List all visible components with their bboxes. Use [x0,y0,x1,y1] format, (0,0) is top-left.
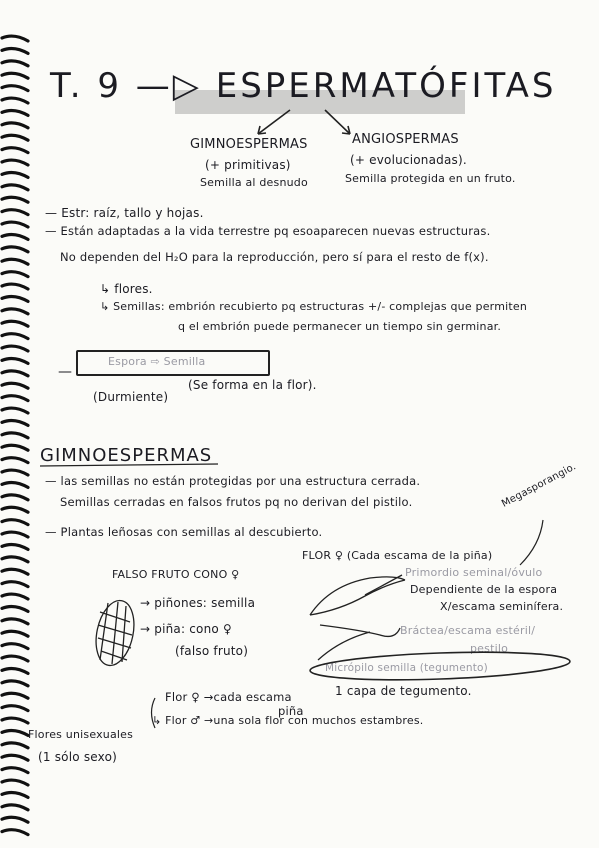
spiral-ring [2,718,28,723]
spiral-ring [2,582,28,587]
pine-cone-drawing [91,597,140,669]
spiral-ring [2,482,28,487]
spiral-ring [2,668,28,673]
spiral-ring [2,743,28,748]
dash-mark: — [58,364,73,380]
spiral-ring [2,433,28,438]
falso-fruto-paren: (falso fruto) [175,644,249,658]
spiral-ring [2,61,28,66]
angio-top-line1: (+ evolucionadas). [350,153,467,167]
spiral-ring [2,334,28,339]
spiral-ring [2,160,28,165]
seed-scale-drawing [310,575,405,660]
angio-top-line2: Semilla protegida en un fruto. [345,172,516,185]
spiral-ring [2,247,28,252]
sub-semillas: ↳ Semillas: embrión recubierto pq estructuras +/- complejas que permiten [100,300,528,313]
spiral-ring [2,706,28,711]
pestilo-label: pestilo [470,642,509,655]
spiral-ring [2,792,28,797]
spiral-ring [2,358,28,363]
gimno-top-name: GIMNOESPERMAS [190,137,308,152]
spiral-ring [2,36,28,41]
spiral-ring [2,520,28,525]
spiral-ring [2,780,28,785]
sub-embrion: q el embrión puede permanecer un tiempo sin germinar. [178,320,502,333]
spiral-ring [2,222,28,227]
spiral-ring [2,594,28,599]
faded-box [76,350,270,376]
spiral-ring [2,172,28,177]
capa-label: 1 capa de tegumento. [335,684,472,698]
gimno-top-line1: (+ primitivas) [205,158,291,172]
spiral-ring [2,693,28,698]
spiral-ring [2,830,28,835]
spiral-ring [2,569,28,574]
spiral-ring [2,458,28,463]
spiral-ring [2,383,28,388]
flor-masc-note: ↳ Flor ♂ →una sola flor con muchos estambres. [152,714,424,727]
spiral-ring [2,98,28,103]
spiral-ring [2,48,28,53]
spiral-ring [2,110,28,115]
angio-top-name: ANGIOSPERMAS [352,132,459,147]
spiral-ring [2,507,28,512]
spiral-ring [2,309,28,314]
spiral-ring [2,495,28,500]
bullet-water: No dependen del H₂O para la reproducción, pero sí para el resto de f(x). [60,250,489,264]
gimno-heading: GIMNOESPERMAS [40,445,213,466]
spiral-ring [2,817,28,822]
pinones-label: → piñones: semilla [140,596,256,610]
spiral-ring [2,681,28,686]
spiral-ring [2,346,28,351]
falso-fruto-label: FALSO FRUTO CONO ♀ [112,568,240,581]
spiral-ring [2,631,28,636]
dependiente-label: Dependiente de la espora [410,583,558,596]
spiral-binding [0,0,40,848]
gimno-line3: — Plantas leñosas con semillas al descubierto. [45,525,323,539]
side-note: Megasporangio. [500,461,579,510]
spiral-ring [2,73,28,78]
spiral-ring [2,420,28,425]
spiral-ring [2,619,28,624]
spiral-ring [2,135,28,140]
spiral-ring [2,606,28,611]
spiral-ring [2,197,28,202]
spiral-ring [2,123,28,128]
oval-text: Micrópilo semilla (tegumento) [325,662,488,674]
spiral-ring [2,805,28,810]
spiral-ring [2,371,28,376]
spiral-ring [2,644,28,649]
spiral-ring [2,86,28,91]
spiral-ring [2,730,28,735]
flor-fem-label: FLOR ♀ (Cada escama de la piña) [302,549,493,562]
spiral-ring [2,408,28,413]
spiral-ring [2,470,28,475]
latent-note: (Durmiente) [93,390,169,404]
spiral-ring [2,148,28,153]
spiral-ring [2,755,28,760]
spiral-ring [2,396,28,401]
escama-label: X/escama seminífera. [440,600,564,613]
spiral-ring [2,259,28,264]
spiral-ring [2,272,28,277]
primordio-label: Primordio seminal/óvulo [405,566,543,579]
sub-flores: ↳ flores. [100,282,153,296]
bullet-adapted: — Están adaptadas a la vida terrestre pq esoaparecen nuevas estructuras. [45,224,491,238]
flower-note: (Se forma en la flor). [188,378,317,392]
pina-label: → piña: cono ♀ [140,622,232,636]
spiral-ring [2,768,28,773]
page-title: T. 9 —▷ ESPERMATÓFITAS [50,66,557,106]
gimno-top-line2: Semilla al desnudo [200,176,308,189]
spiral-ring [2,544,28,549]
flores-unisex: Flores unisexuales [28,728,134,741]
pina-word: piña [278,704,304,718]
spiral-ring [2,210,28,215]
side-note-arrow [520,520,543,565]
spiral-ring [2,185,28,190]
flor-fem-note: Flor ♀ →cada escama [165,690,292,704]
un-sexo: (1 sólo sexo) [38,750,117,764]
spiral-ring [2,656,28,661]
spiral-ring [2,234,28,239]
spiral-ring [2,532,28,537]
gimno-line1: — las semillas no están protegidas por una estructura cerrada. [45,474,421,488]
gimno-line2: Semillas cerradas en falsos frutos pq no derivan del pistilo. [60,495,413,509]
faded-box-text: Espora ⇨ Semilla [108,355,206,368]
spiral-ring [2,296,28,301]
bullet-structure: — Estr: raíz, tallo y hojas. [45,206,204,220]
spiral-ring [2,557,28,562]
spiral-ring [2,445,28,450]
spiral-ring [2,321,28,326]
bractea-label: Bráctea/escama estéril/ [400,624,536,637]
spiral-ring [2,284,28,289]
